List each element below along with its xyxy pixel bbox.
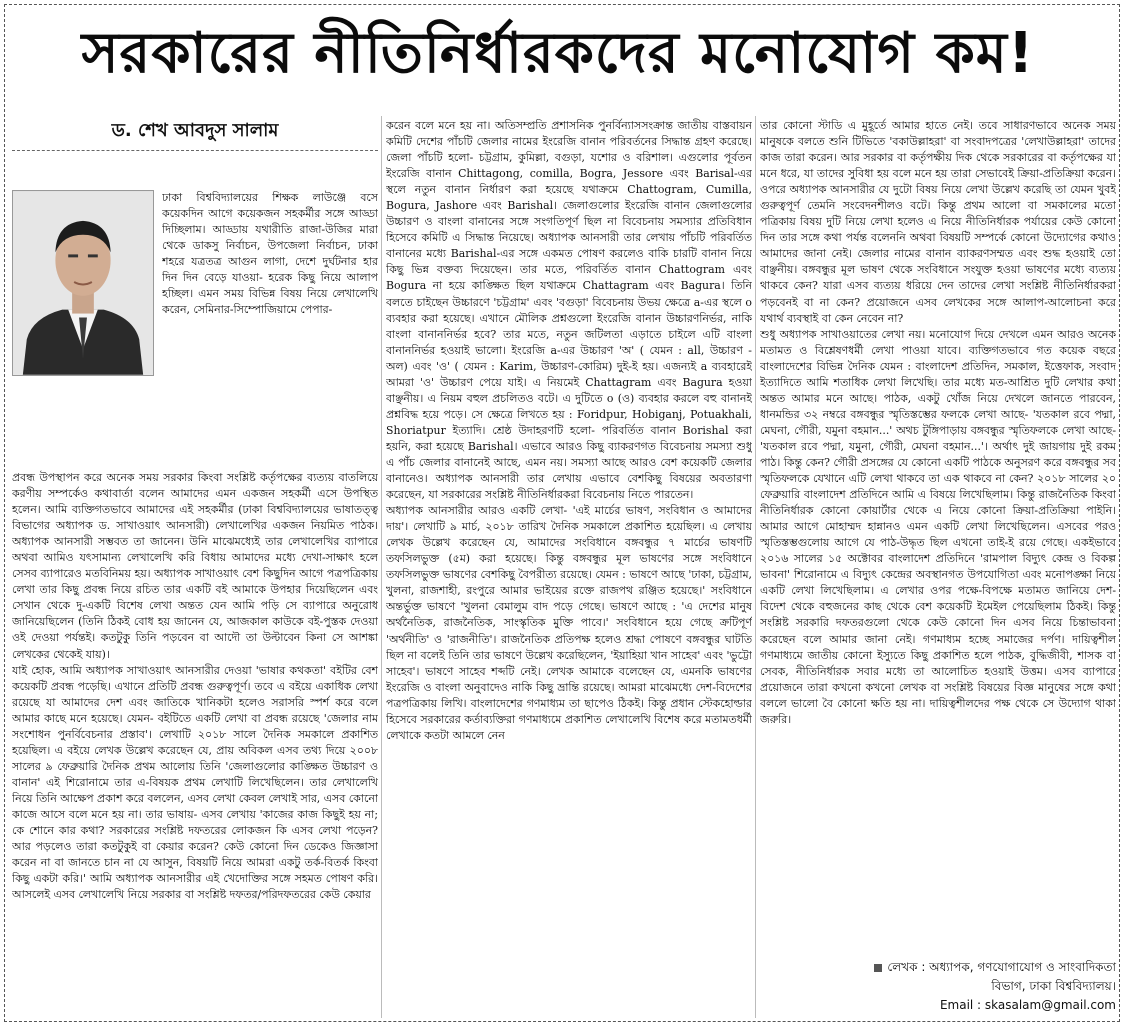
paragraph: তার কোনো স্টাডি এ মুহূর্তে আমার হাতে নেই। তবে সাধারণভাবে অনেক সময় মানুষকে বলতে শুনি টিভিতে 'বকাউল্লাহরা' বা সংবাদপত্রের 'লেখাউল্লাহরা' তাদের কাজ তারা করেন। আর সরকার বা কর্তৃপক্ষীয় দিক থেকে সরকারের বা কর্তৃপক্ষের যা মনে ধরে, যা তাদের সুবিধা হয় বলে মনে হয় তারা সেভাবেই ক্রিয়া-প্রতিক্রিয়া করেন। ওপরে অধ্যাপক আনসারীর যে দুটো বিষয় নিয়ে লেখা উল্লেখ করেছি তা যেমন খুবই গুরুত্বপূর্ণ তেমনি সংবেদনশীলও বটে। কিন্তু প্রথম আলো বা সমকালের মতো পত্রিকায় বিষয় দুটি নিয়ে লেখা হলেও এ নিয়ে নীতিনির্ধারক পর্যায়ের কেউ কোনো দিন তার সঙ্গে কথা পর্যন্ত বলেননি অথবা বিষয়টি সম্পর্কে কোনো উদ্যোগের কথাও আমাদের জানা নেই। জেলার নামের বানান ব্যাকরণসম্মত এবং শুদ্ধ হওয়াই তো বাঞ্ছনীয়। বঙ্গবন্ধুর মূল ভাষণ থেকে সংবিধানে সংযুক্ত হওয়া ভাষণের মধ্যে ব্যত্যয় থাকবে কেন? যারা এসব ব্যত্যয় ধরিয়ে দেন তাদের লেখা সংশ্লিষ্ট নীতিনির্ধারকরা পড়বেনই বা না কেন? প্রয়োজনে এসব লেখকের সঙ্গে আলাপ-আলোচনা করে যথার্থ ব্যবস্থাই বা কেন নেবেন না?	[760, 119, 1116, 325]
signature-line: বিভাগ, ঢাকা বিশ্ববিদ্যালয়।	[991, 979, 1116, 993]
byline-divider	[12, 150, 378, 151]
headline: সরকারের নীতিনির্ধারকদের মনোযোগ কম!	[81, 21, 1035, 86]
signature-line: লেখক : অধ্যাপক, গণযোগাযোগ ও সাংবাদিকতা	[887, 960, 1116, 974]
square-bullet-icon	[874, 964, 882, 972]
column-3	[760, 118, 1116, 956]
column-1-bottom	[12, 470, 378, 1016]
paragraph: ঢাকা বিশ্ববিদ্যালয়ের শিক্ষক লাউঞ্জে বসে কয়েকদিন আগে কয়েকজন সহকর্মীর সঙ্গে আড্ডা দিচ্ছিলাম। আড্ডায় যথারীতি রাজা-উজির মারা থেকে ডাকসু নির্বাচন, উপজেলা নির্বাচন, ঢাকা শহরে যত্রতত্র আগুন লাগা, দেশে দুর্ঘটনার হার দিন দিন বেড়ে যাওয়া- হরেক কিছু নিয়ে আলাপ হচ্ছিল। এমন সময় বিভিন্ন বিষয় নিয়ে লেখালেখি করেন, সেমিনার-সিম্পোজিয়ামে পেপার-	[162, 191, 378, 317]
byline: ড. শেখ আবদুস সালাম	[111, 120, 279, 141]
column-1-top	[162, 190, 378, 468]
author-photo	[12, 190, 154, 376]
paragraph: শুধু অধ্যাপক সাখাওয়াতের লেখা নয়। মনোযোগ দিয়ে দেখলে এমন আরও অনেক মতামত ও বিশ্লেষণধর্মী লেখা পাওয়া যাবে। ব্যক্তিগতভাবে গত কয়েক বছরে বাংলাদেশের বিভিন্ন দৈনিক যেমন : বাংলাদেশ প্রতিদিন, সমকাল, ইত্তেফাক, সংবাদ ইত্যাদিতে আমি শতাধিক লেখা লিখেছি। তার মধ্যে মত-আশ্রিত দুটি লেখার কথা অন্তত আমার মনে আছে। পাঠক, একটু খোঁজ নিয়ে দেখলে জানতে পারবেন, ধানমন্ডির ৩২ নম্বরে বঙ্গবন্ধুর স্মৃতিস্তম্ভের ফলকে লেখা আছে- 'যতকাল রবে পদ্মা, মেঘনা, গৌরী, যমুনা বহমান...' অথচ টুঙ্গিপাড়ায় বঙ্গবন্ধুর স্মৃতিফলকে লেখা আছে- 'যতকাল রবে পদ্মা, যমুনা, গৌরী, মেঘনা বহমান...'। অর্থাৎ দুই জায়গায় দুই রকম পাঠ। কিন্তু কেন? গৌরী প্রসঙ্গের যে কোনো একটি পাঠকে অনুসরণ করে বঙ্গবন্ধুর সব স্মৃতিফলকে যেখানে এটি লেখা থাকবে তা এক থাকবে না কেন? ২০১৮ সালের ২০ ফেব্রুয়ারি বাংলাদেশ প্রতিদিনে আমি এ বিষয়ে লিখেছিলাম। কিন্তু রাজনৈতিক কিংবা নীতিনির্ধারক কোনো কোয়ার্টার থেকে এ নিয়ে কোনো ক্রিয়া-প্রতিক্রিয়া পাইনি। আমার আগে মোহাম্মদ হান্নানও এমন একটি লেখা লিখেছিলেন। এসবের পরও স্মৃতিস্তম্ভগুলোয় আগে যে পাঠ-উদ্ধৃত ছিল এখনো তাই-ই রয়ে গেছে। একইভাবে ২০১৬ সালের ১৫ অক্টোবর বাংলাদেশ প্রতিদিনে 'রামপাল বিদ্যুৎ কেন্দ্র ও বিকল্প ভাবনা' শিরোনামে এ বিদ্যুৎ কেন্দ্রের অবস্থানগত উপযোগিতা এবং মনোপঙ্ক্ষা নিয়ে একটি লেখা লিখেছিলাম। এ লেখার ওপর পক্ষে-বিপক্ষে মতামত জানিয়ে দেশ-বিদেশ থেকে বহুজনের কাছ থেকে বেশ কয়েকটি ইমেইল পেয়েছিলাম ঠিকই। কিন্তু সংশ্লিষ্ট সরকারি দফতরগুলো থেকে কেউ কোনো দিন এসব নিয়ে চিন্তাভাবনা করেছেন বলে আমার জানা নেই। গণমাধ্যম হচ্ছে সমাজের দর্পণ। দায়িত্বশীল গণমাধ্যমে জাতীয় কোনো ইস্যুতে কিছু প্রকাশিত হলে পাঠক, বুদ্ধিজীবী, শাসক বা সেবক, নীতিনির্ধারক সবার মধ্যে তা আলোচিত হওয়াই উত্তম। এসব ব্যাপারে প্রয়োজনে তারা কখনো কখনো লেখক বা সংশ্লিষ্ট বিষয়ের বিজ্ঞ মানুষের সঙ্গে কথা বললে ভালো বৈ কোনো ক্ষতি হয় না। দায়িত্বশীলদের পক্ষ থেকে সে উদ্যোগ থাকা জরুরি।	[760, 327, 1116, 726]
paragraph: যাই হোক, আমি অধ্যাপক সাখাওয়াৎ আনসারীর দেওয়া 'ভাষার কথকতা' বইটির বেশ কয়েকটি প্রবন্ধ পড়েছি। এখানে প্রতিটি প্রবন্ধ গুরুত্বপূর্ণ। তবে এ বইয়ে একাধিক লেখা রয়েছে যা আমাদের দেশ এবং জাতিকে খানিকটা হলেও সরাসরি স্পর্শ করে বলে আমার কাছে মনে হয়েছে। যেমন- বইটিতে একটি লেখা বা প্রবন্ধ রয়েছে 'জেলার নাম সংশোধন পুনর্বিবেচনার প্রস্তাব'। লেখাটি ২০১৮ সালে দৈনিক সমকালে প্রকাশিত হয়েছিল। এ বইয়ে লেখক উল্লেখ করেছেন যে, প্রায় অবিকল এসব তথ্য দিয়ে ২০০৮ সালের ৯ ফেব্রুয়ারি দৈনিক প্রথম আলোয় তিনি 'জেলাগুলোর কাঙ্ক্ষিত উচ্চারণ ও বানান' এই শিরোনামে তার এ-বিষয়ক প্রথম লেখাটি লিখেছিলেন। তার লেখালেখি নিয়ে তিনি আক্ষেপ প্রকাশ করে বললেন, এসব লেখা কেবল লেখাই সার, এসব কোনো কাজে আসে বলে মনে হয় না। তার ভাষায়- এসব লেখায় 'কাজের কাজ কিছুই হয় না; কে শোনে কার কথা? সরকারের সংশ্লিষ্ট দফতরের লোকজন কি এসব লেখা পড়েন? আর পড়লেও তারা কতটুকুই বা কেয়ার করেন? কেউ কোনো দিন ডেকেও জিজ্ঞাসা করেন না বা জানতে চান না যে আসুন, বিষয়টি নিয়ে আমরা একটু তর্ক-বিতর্ক কিংবা কিছু একটা করি।' আমি অধ্যাপক আনসারীর এই খেদোক্তির সঙ্গে সহমত পোষণ করি। আসলেই এসব লেখালেখি নিয়ে সরকার বা সংশ্লিষ্ট দফতর/পরিদফতরের কেউ কেয়ার	[12, 663, 378, 902]
paragraph: অধ্যাপক আনসারীর আরও একটি লেখা- 'এই মার্চের ভাষণ, সংবিধান ও আমাদের দায়'। লেখাটি ৯ মার্চ, ২০১৮ তারিখ দৈনিক সমকালে প্রকাশিত হয়েছিল। এ লেখায় লেখক উল্লেখ করেছেন যে, আমাদের সংবিধানে বঙ্গবন্ধুর ৭ মার্চের ভাষণটি তফসিলভুক্ত (৫ম) করা হয়েছে। কিন্তু বঙ্গবন্ধুর মূল ভাষণের সঙ্গে সংবিধানে তফসিলভুক্ত ভাষণের বেশকিছু বৈপরীত্য রয়েছে। যেমন : ভাষণে আছে 'ঢাকা, চট্টগ্রাম, খুলনা, রাজশাহী, রংপুরে আমার ভাইয়ের রক্তে রাজপথ রঞ্জিত হয়েছে।' সংবিধানে অন্তর্ভুক্ত ভাষণে 'খুলনা বেমালুম বাদ পড়ে গেছে। ভাষণে আছে : 'এ দেশের মানুষ অর্থনৈতিক, রাজনৈতিক, সাংস্কৃতিক মুক্তি পাবে।' সংবিধানে হয়ে গেছে ক্রটিপূর্ণ 'অর্থনীতি' ও 'রাজনীতি'। রাজনৈতিক প্রতিপক্ষ হলেও শ্রদ্ধা পোষণে বঙ্গবন্ধুর ঘাটতি ছিল না বলেই তিনি তার ভাষণে উল্লেখ করেছিলেন, 'ইয়াহিয়া খান সাহেব' এবং 'ভুট্টো সাহেব'। ভাষণে সাহেব শব্দটি নেই। লেখক আমাকে বলেছেন যে, এমনকি ভাষণের ইংরেজি ও বাংলা অনুবাদেও নাকি কিছু ভ্রান্তি রয়েছে। আমরা মাঝেমধ্যে দেশ-বিদেশের পত্রপত্রিকায় লিখি। বাংলাদেশের গণমাধ্যম তা ছাপেও ঠিকই। কিন্তু প্রধান স্টেকহোল্ডার হিসেবে সরকারের কর্তাব্যক্তিরা গণমাধ্যমে প্রকাশিত লেখালেখি বিশেষ করে মতামতধর্মী লেখাকে কতটা আমলে নেন	[386, 504, 752, 742]
author-signature	[760, 958, 1116, 1015]
paragraph: করেন বলে মনে হয় না। অতিসম্প্রতি প্রশাসনিক পুনর্বিন্যাসসংক্রান্ত জাতীয় বাস্তবায়ন কমিটি দেশের পাঁচটি জেলার নামের ইংরেজি বানান পরিবর্তনের সিদ্ধান্ত গ্রহণ করেছে। জেলা পাঁচটি হলো- চট্টগ্রাম, কুমিল্লা, বগুড়া, যশোর ও বরিশাল। এগুলোর পূর্বতন ইংরেজি বানান Chittagong, comilla, Bogra, Jessore এবং Barisal-এর স্থলে নতুন বানান নির্ধারণ করা হয়েছে যথাক্রমে Chattogram, Cumilla, Bogura, Jashore এবং Barishal। জেলাগুলোর ইংরেজি বানান জেলাগুলোর উচ্চারণ ও বাংলা বানানের সঙ্গে সংগতিপূর্ণ ছিল না বিবেচনায় সমস্যার প্রতিবিধান হিসেবে কমিটি এ সিদ্ধান্ত নিয়েছে। অধ্যাপক আনসারী তার লেখায় পাঁচটি পরিবর্তিত বানানের মধ্যে Barishal-এর সঙ্গে একমত পোষণ করলেও বাকি চারটি বানান নিয়ে কিছু ভিন্ন বক্তব্য দিয়েছেন। তার মতে, পরিবর্তিত বানান Chattogram এবং Bogura না হয়ে কাঙ্ক্ষিত ছিল যথাক্রমে Chattagram এবং Bagura। তিনি বলতে চাইছেন উচ্চারণে 'চট্টগ্রাম' এবং 'বগুড়া' বিবেচনায় উভয় ক্ষেত্রে a-এর স্থলে o ব্যবহার করা হয়েছে। এখানে মৌলিক প্রশ্নগুলো ইংরেজি বানান উচ্চারণনির্ভর, নাকি বাংলা বানাননির্ভর হবে? তার মতে, নতুন জটিলতা এড়াতে চাইলে এটি বাংলা বানাননির্ভর হওয়াই ভালো। ইংরেজি a-এর উচ্চারণ 'অ' ( যেমন : all, উচ্চারণ - অল) এবং 'ও' ( যেমন : Karim, উচ্চারণ-কোরিম) দুই-ই হয়। এজন্যই a ব্যবহারেই আমরা 'ও' উচ্চারণ পেয়ে যাই। এ নিয়মেই Chattagram এবং Bagura হওয়া বাঞ্ছনীয়। এ নিয়ম বহুল প্রচলিতও বটে। এ দুটিতে o (ও) ব্যবহার করলে বহু বানানই প্রশ্নবিদ্ধ হয়ে পড়ে। সে ক্ষেত্রে লিখতে হয় : Foridpur, Hobiganj, Potuakhali, Shoriatpur ইত্যাদি। শ্রেষ্ঠ উদাহরণটি হলো- পরিবর্তিত বানান Borishal করা হয়নি, করা হয়েছে Barishal। এভাবে আরও কিছু ব্যাকরণগত বিবেচনায় সমস্যা শুধু এ পাঁচ জেলার বানানেই আছে, এমন নয়। সমস্যা আছে আরও বেশ কয়েকটি জেলার বানানেও। অধ্যাপক আনসারী তার লেখায় এভাবে বেশকিছু বিষয়ের অবতারণা করেছেন, যা সরকারের সংশ্লিষ্ট নীতিনির্ধারকরা বিবেচনায় নিতে পারতেন।	[386, 119, 752, 502]
column-divider	[381, 116, 382, 1018]
column-divider	[755, 116, 756, 1018]
column-2	[386, 118, 752, 1016]
paragraph: প্রবন্ধ উপস্থাপন করে অনেক সময় সরকার কিংবা সংশ্লিষ্ট কর্তৃপক্ষের ব্যত্যয় বাতলিয়ে করণীয় সম্পর্কেও কথাবার্তা বলেন আমাদের এমন একজন সহকর্মী এসে উপস্থিত হলেন। আমি ব্যক্তিগতভাবে আমাদের এই সহকর্মীর (ঢাকা বিশ্ববিদ্যালয়ের ভাষাতত্ত্ব বিভাগের অধ্যাপক ড. সাখাওয়াৎ আনসারী) লেখালেখির একজন নিয়মিত পাঠক। অধ্যাপক আনসারী সম্ভবত তা জানেন। উনি মাঝেমধ্যেই তার লেখালেখির ব্যাপারে অথবা আমিও যৎসামান্য লেখালেখি করি বিধায় আমাদের মধ্যে দেখা-সাক্ষাৎ হলে সেসব ব্যাপারেও মতবিনিময় হয়। অধ্যাপক সাখাওয়াৎ বেশ কিছুদিন আগে পত্রপত্রিকায় লেখা তার কিছু প্রবন্ধ নিয়ে রচিত তার একটি বই আমাকে উপহার দিয়েছিলেন এবং সেখান থেকে দু-একটি বিশেষ লেখা অন্তত যেন আমি পড়ি সে ব্যাপারে অনুরোধ জানিয়েছিলেন (তিনি ঠিকই বোধ হয় জানেন যে, আজকাল কাউকে বই-পুস্তক দেওয়া ওই দেওয়া পর্যন্তই। কতটুকু তিনি পড়বেন বা আদৌ তা উল্টাবেন কিনা সে আশঙ্কা লেখকের থেকেই যায়)।	[12, 471, 378, 661]
author-email: Email : skasalam@gmail.com	[939, 998, 1116, 1012]
